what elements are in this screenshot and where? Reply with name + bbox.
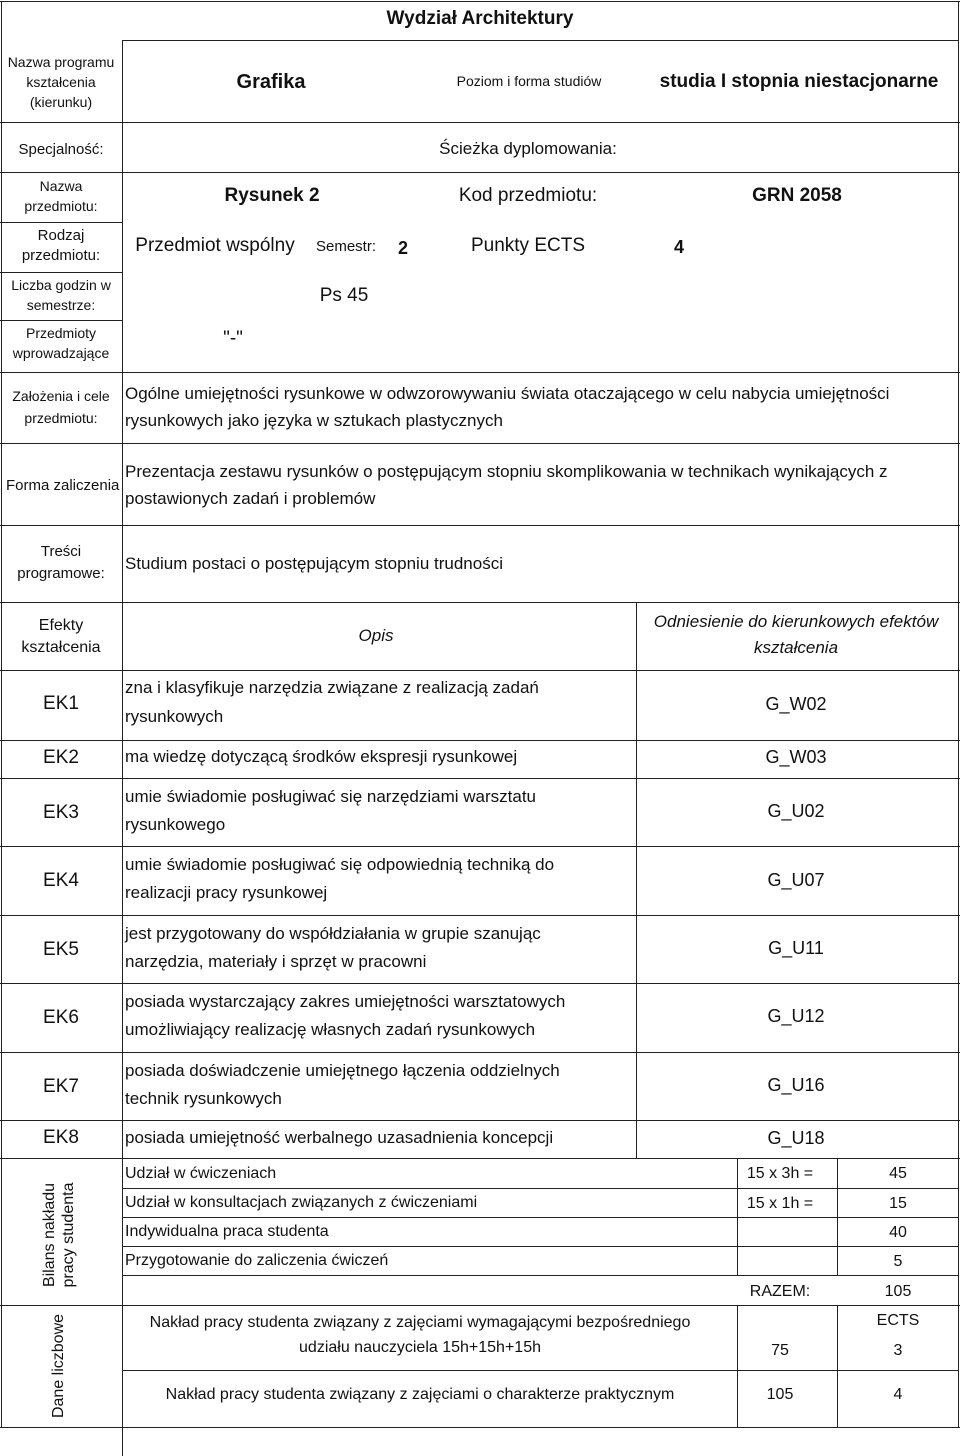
outcome-code: EK1 xyxy=(43,693,79,714)
practical-ects: 4 xyxy=(893,1386,903,1403)
content-label-1: Treści xyxy=(40,543,82,560)
outcome-code: EK4 xyxy=(43,870,79,891)
outcome-desc-line: realizacji pracy rysunkowej xyxy=(125,883,328,902)
program-label-line2: kształcenia xyxy=(26,74,96,90)
direct-label-2: udziału nauczyciela 15h+15h+15h xyxy=(299,1339,541,1356)
hours-value: Ps 45 xyxy=(319,285,369,306)
outcomes-header-label-1: Efekty xyxy=(38,617,84,634)
course-code-label: Kod przedmiotu: xyxy=(458,185,598,206)
prereq-value: "-" xyxy=(223,328,243,349)
program-label-line1: Nazwa programu xyxy=(7,54,115,70)
hours-label-2: semestrze: xyxy=(26,297,96,313)
assessment-line-2: postawionych zadań i problemów xyxy=(125,489,376,508)
workload-row-label: Udział w ćwiczeniach xyxy=(125,1165,277,1182)
outcome-ref: G_W03 xyxy=(765,747,827,767)
outcome-desc-line: technik rysunkowych xyxy=(125,1089,282,1108)
course-name-label-2: przedmiotu: xyxy=(24,198,98,214)
course-code: GRN 2058 xyxy=(752,185,842,206)
direct-hours: 75 xyxy=(771,1342,789,1359)
ects-value: 4 xyxy=(673,237,685,257)
workload-row-value: 45 xyxy=(889,1165,907,1182)
outcome-code: EK3 xyxy=(43,802,79,823)
ects-label: Punkty ECTS xyxy=(470,235,586,256)
prereq-label-2: wprowadzające xyxy=(12,345,110,361)
course-type: Przedmiot wspólny xyxy=(135,235,295,256)
hours-label-1: Liczba godzin w xyxy=(11,277,111,293)
outcome-code: EK5 xyxy=(43,939,79,960)
workload-row-label: Udział w konsultacjach związanych z ćwiczeniami xyxy=(125,1194,478,1211)
outcome-desc-line: umożliwiający realizację własnych zadań rysunkowych xyxy=(125,1020,536,1039)
goals-label-2: przedmiotu: xyxy=(24,410,98,426)
workload-row-label: Przygotowanie do zaliczenia ćwiczeń xyxy=(125,1252,389,1269)
outcome-desc-line: zna i klasyfikuje narzędzia związane z realizacją zadań xyxy=(125,678,539,697)
outcome-desc-line: posiada umiejętność werbalnego uzasadnienia koncepcji xyxy=(125,1128,554,1147)
goals-label-1: Założenia i cele xyxy=(12,388,110,404)
workload-row-label: Indywidualna praca studenta xyxy=(125,1223,329,1240)
level-value: studia I stopnia niestacjonarne xyxy=(659,71,939,92)
faculty-title: Wydział Architektury xyxy=(386,8,574,29)
workload-side-label-2: pracy studenta xyxy=(60,1182,78,1288)
practical-hours: 105 xyxy=(766,1386,794,1403)
outcome-code: EK6 xyxy=(43,1007,79,1028)
level-label: Poziom i forma studiów xyxy=(456,73,602,89)
outcome-desc-line: posiada doświadczenie umiejętnego łączenia oddzielnych xyxy=(125,1061,560,1080)
outcome-desc-line: rysunkowych xyxy=(125,707,224,726)
course-name-label-1: Nazwa xyxy=(39,178,83,194)
outcome-desc-line: umie świadomie posługiwać się odpowiednią techniką do xyxy=(125,855,555,874)
workload-row-value: 5 xyxy=(893,1253,903,1270)
assessment-label: Forma zaliczenia xyxy=(6,477,120,494)
content-label-2: programowe: xyxy=(17,565,105,582)
outcome-ref: G_U18 xyxy=(767,1128,825,1148)
goals-line-1: Ogólne umiejętności rysunkowe w odwzorowywaniu świata otaczającego w celu nabycia umiejętności xyxy=(125,384,890,403)
program-name: Grafika xyxy=(236,71,306,93)
goals-line-2: rysunkowych jako języka w sztukach plastycznych xyxy=(125,411,503,430)
semester-label: Semestr: xyxy=(315,238,377,255)
program-label-line3: (kierunku) xyxy=(29,94,93,110)
outcome-ref: G_U02 xyxy=(767,801,825,821)
outcome-ref: G_U16 xyxy=(767,1075,825,1095)
workload-total-value: 105 xyxy=(884,1283,912,1300)
content-value: Studium postaci o postępującym stopniu trudności xyxy=(125,554,503,573)
outcome-desc-line: umie świadomie posługiwać się narzędziami warsztatu xyxy=(125,787,537,806)
workload-row-value: 15 xyxy=(889,1195,907,1212)
path-label: Ścieżka dyplomowania: xyxy=(439,139,617,158)
outcome-ref: G_U12 xyxy=(767,1006,825,1026)
course-type-label-1: Rodzaj xyxy=(37,227,85,244)
outcome-desc-line: ma wiedzę dotyczącą środków ekspresji rysunkowej xyxy=(125,747,518,766)
outcome-ref: G_U11 xyxy=(768,938,824,958)
outcome-ref: G_W02 xyxy=(765,694,827,714)
outcome-code: EK8 xyxy=(43,1127,79,1148)
outcomes-header-desc: Opis xyxy=(358,626,394,645)
workload-side-label xyxy=(40,1165,80,1305)
numbers-side-label: Dane liczbowe xyxy=(50,1313,67,1419)
workload-row-calc: 15 x 3h = xyxy=(746,1165,814,1182)
outcome-code: EK2 xyxy=(43,747,79,768)
direct-label-1: Nakład pracy studenta związany z zajęciami wymagającymi bezpośredniego xyxy=(149,1314,691,1331)
practical-label: Nakład pracy studenta związany z zajęciami o charakterze praktycznym xyxy=(165,1386,675,1403)
outcomes-header-ref-1: Odniesienie do kierunkowych efektów xyxy=(653,612,939,631)
outcome-desc-line: posiada wystarczający zakres umiejętności warsztatowych xyxy=(125,992,566,1011)
outcome-desc-line: jest przygotowany do współdziałania w grupie szanując xyxy=(125,924,541,943)
outcome-code: EK7 xyxy=(43,1076,79,1097)
outcome-ref: G_U07 xyxy=(767,870,825,890)
workload-row-calc: 15 x 1h = xyxy=(746,1195,814,1212)
numbers-ects-header: ECTS xyxy=(876,1312,920,1329)
prereq-label-1: Przedmioty xyxy=(25,325,97,341)
workload-side-label-1: Bilans nakładu xyxy=(41,1182,58,1288)
assessment-line-1: Prezentacja zestawu rysunków o postępującym stopniu skomplikowania w technikach wynikających z xyxy=(125,462,888,481)
semester-value: 2 xyxy=(397,238,409,258)
workload-row-value: 40 xyxy=(889,1224,907,1241)
outcome-desc-line: narzędzia, materiały i sprzęt w pracowni xyxy=(125,952,427,971)
outcomes-header-label-2: kształcenia xyxy=(21,639,101,656)
course-name: Rysunek 2 xyxy=(224,185,320,206)
outcome-desc-line: rysunkowego xyxy=(125,815,226,834)
specialty-label: Specjalność: xyxy=(18,141,104,158)
course-type-label-2: przedmiotu: xyxy=(21,247,101,264)
direct-ects: 3 xyxy=(893,1342,903,1359)
outcomes-header-ref-2: kształcenia xyxy=(753,638,839,657)
workload-total-label: RAZEM: xyxy=(749,1283,811,1300)
